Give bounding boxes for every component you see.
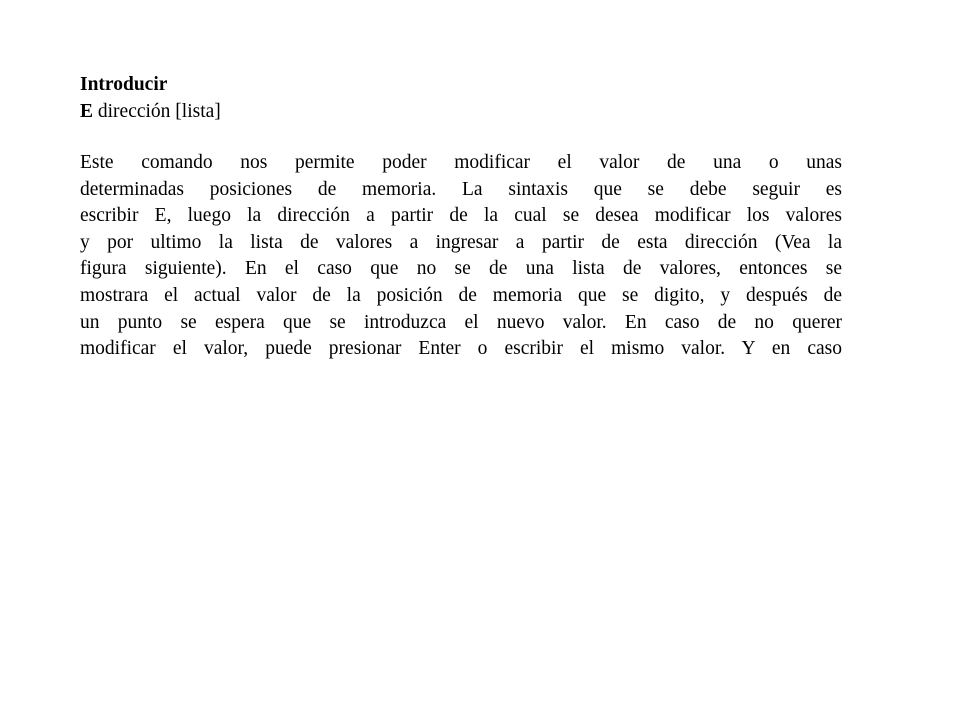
paragraph-line: Este comando nos permite poder modificar el valor de una o unas xyxy=(80,152,842,173)
paragraph-line: determinadas posiciones de memoria. La sintaxis que se debe seguir es xyxy=(80,178,842,200)
description-paragraph xyxy=(80,150,842,363)
command-letter: E xyxy=(80,101,94,122)
paragraph-line: modificar el valor, puede presionar Enter o escribir el mismo valor. Y en caso xyxy=(80,338,842,360)
paragraph-line: y por ultimo la lista de valores a ingresar a partir de esta dirección (Vea la xyxy=(80,231,842,253)
paragraph-line: mostrara el actual valor de la posición de memoria que se digito, y después de xyxy=(80,284,842,306)
paragraph-line: escribir E, luego la dirección a partir de la cual se desea modificar los valores xyxy=(80,205,842,227)
paragraph-line: figura siguiente). En el caso que no se de una lista de valores, entonces se xyxy=(80,258,842,280)
section-heading: Introducir xyxy=(80,74,168,95)
document-body xyxy=(80,71,842,363)
paragraph-line: un punto se espera que se introduzca el nuevo valor. En caso de no querer xyxy=(80,311,842,333)
command-syntax xyxy=(80,98,842,125)
command-arguments: dirección [lista] xyxy=(93,101,221,122)
